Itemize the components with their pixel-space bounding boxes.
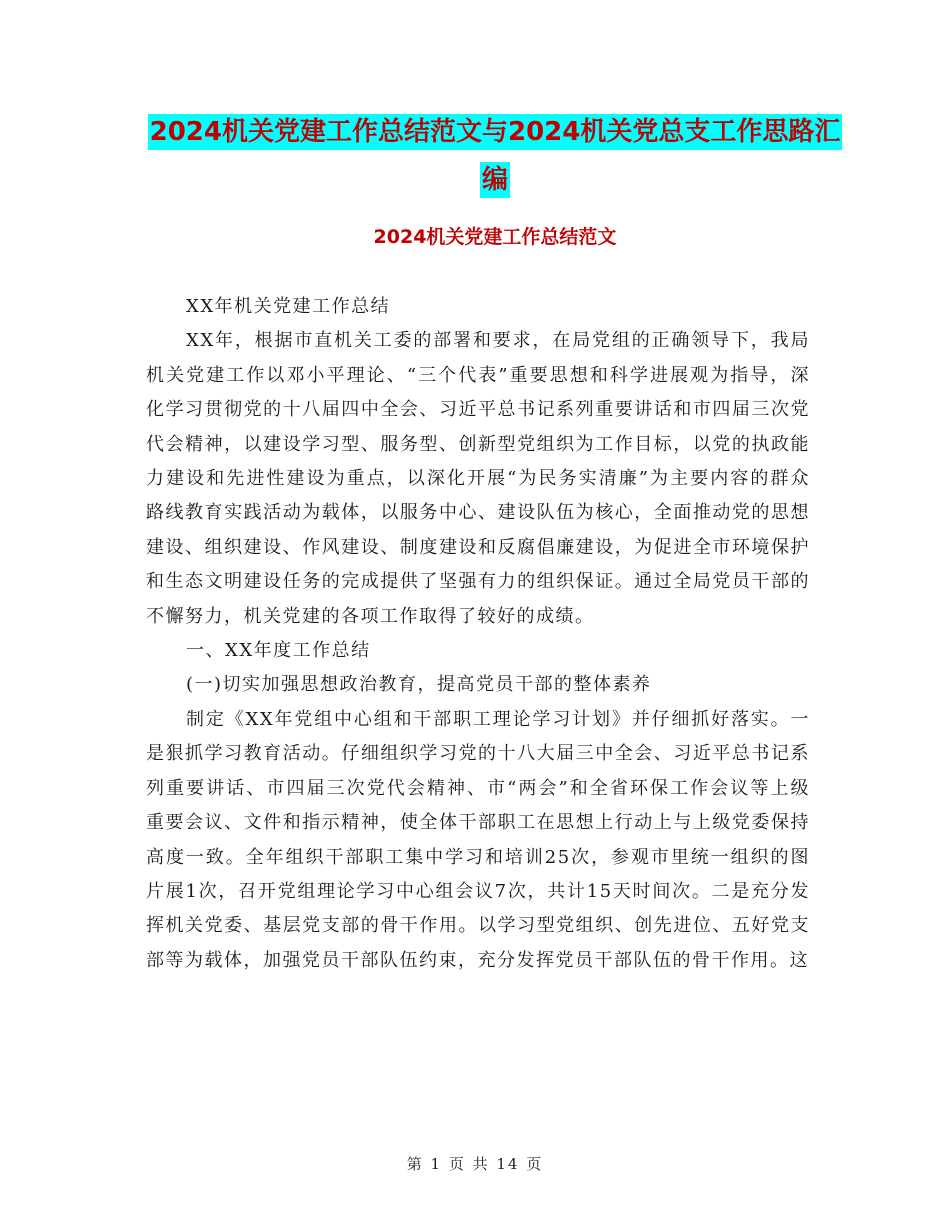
paragraph-body: 制定《XX年党组中心组和干部职工理论学习计划》并仔细抓好落实。一是狠抓学习教育活动。仔细组织学习党的十八大届三中全会、习近平总书记系列重要讲话、市四届三次党代会精神、市“两会”和全省环保工作会议等上级重要会议、文件和指示精神，使全体干部职工在思想上行动上与上级党委保持高度一致。全年组织干部职工集中学习和培训25次，参观市里统一组织的图片展1次，召开党组理论学习中心组会议7次，共计15天时间次。二是充分发挥机关党委、基层党支部的骨干作用。以学习型党组织、创先进位、五好党支部等为载体，加强党员干部队伍约束，充分发挥党员干部队伍的骨干作用。这 bbox=[146, 708, 810, 971]
page-footer: 第 1 页 共 14 页 bbox=[406, 1155, 544, 1173]
document-body bbox=[146, 290, 810, 978]
document-title bbox=[140, 108, 850, 204]
section-title: 2024机关党建工作总结范文 bbox=[373, 226, 617, 248]
document-title-highlight: 2024机关党建工作总结范文与2024机关党总支工作思路汇编 bbox=[148, 114, 843, 198]
paragraph-intro: XX年，根据市直机关工委的部署和要求，在局党组的正确领导下，我局机关党建工作以邓小平理论、“三个代表”重要思想和科学进展观为指导，深化学习贯彻党的十八届四中全会、习近平总书记系列重要讲话和市四届三次党代会精神，以建设学习型、服务型、创新型党组织为工作目标，以党的执政能力建设和先进性建设为重点，以深化开展“为民务实清廉”为主要内容的群众路线教育实践活动为载体，以服务中心、建设队伍为核心，全面推动党的思想建设、组织建设、作风建设、制度建设和反腐倡廉建设，为促进全市环境保护和生态文明建设任务的完成提供了坚强有力的组织保证。通过全局党员干部的不懈努力，机关党建的各项工作取得了较好的成绩。 bbox=[146, 330, 810, 627]
paragraph-section-heading: 一、XX年度工作总结 bbox=[186, 640, 371, 662]
paragraph-subsection-heading: (一)切实加强思想政治教育，提高党员干部的整体素养 bbox=[186, 674, 652, 696]
paragraph-heading: XX年机关党建工作总结 bbox=[186, 296, 391, 317]
